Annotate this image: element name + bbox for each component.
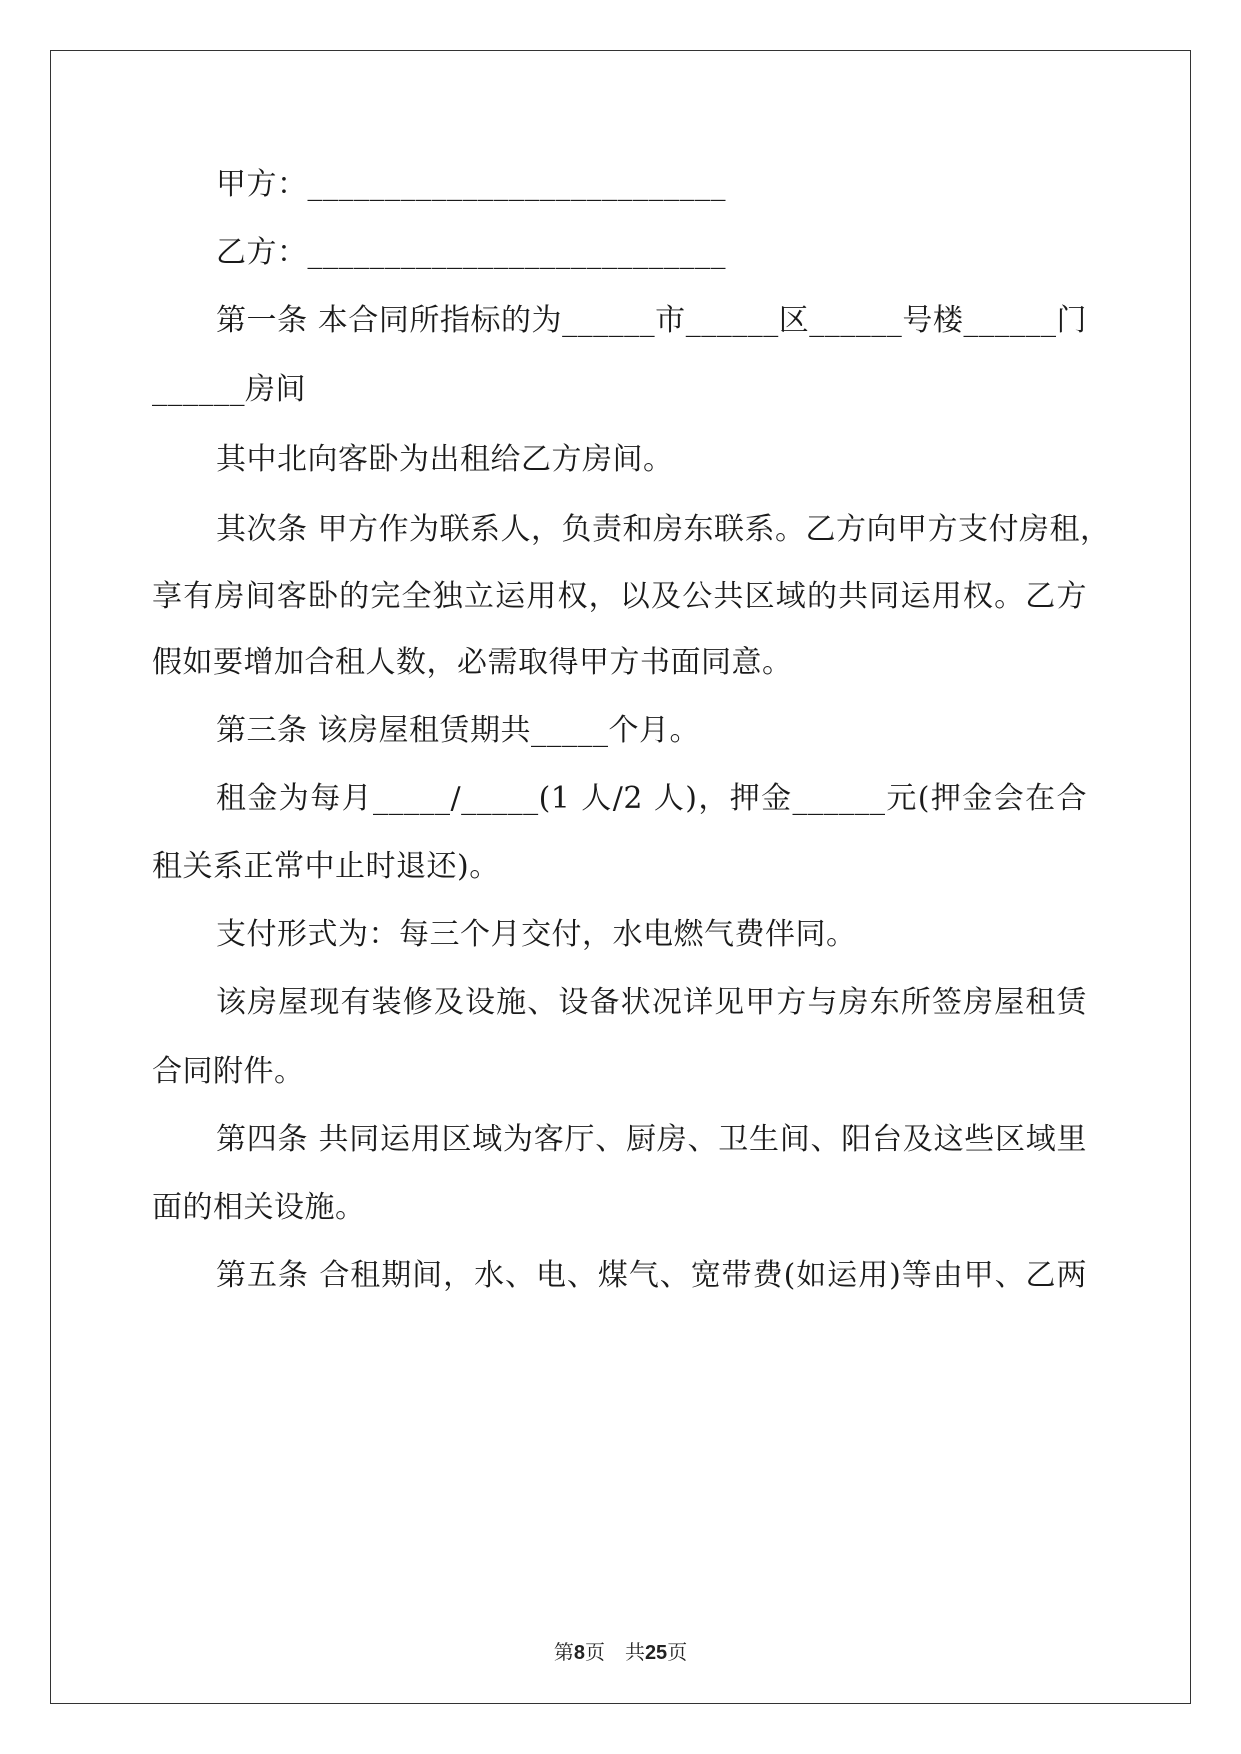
current-page-number: 8 (573, 1642, 585, 1664)
article-1-line-3: 其中北向客卧为出租给乙方房间。 (216, 442, 674, 477)
rent-line-2: 租关系正常中止时退还)。 (152, 849, 500, 884)
article-3-line-1: 第三条 该房屋租赁期共_____个月。 (216, 713, 701, 748)
article-5-line-1: 第五条 合租期间，水、电、煤气、宽带费(如运用)等由甲、乙两 (216, 1258, 1087, 1293)
page-footer (0, 1640, 1241, 1665)
payment-line: 支付形式为：每三个月交付，水电燃气费伴同。 (216, 917, 857, 952)
rent-line-1: 租金为每月_____/_____(1 人/2 人)，押金______元(押金会在合 (216, 781, 1087, 816)
total-suffix: 页 (667, 1640, 688, 1664)
article-2-line-2: 享有房间客卧的完全独立运用权，以及公共区域的共同运用权。乙方 (152, 579, 1087, 614)
party-a-line: 甲方：___________________________ (216, 167, 726, 202)
article-1-line-1: 第一条 本合同所指标的为______市______区______号楼______门 (216, 303, 1087, 338)
facilities-line-1: 该房屋现有装修及设施、设备状况详见甲方与房东所签房屋租赁 (216, 985, 1087, 1020)
party-b-line: 乙方：___________________________ (216, 235, 726, 270)
article-2-line-1: 其次条 甲方作为联系人，负责和房东联系。乙方向甲方支付房租， (216, 512, 1111, 547)
article-4-line-1: 第四条 共同运用区域为客厅、厨房、卫生间、阳台及这些区域里 (216, 1122, 1087, 1157)
article-2-line-3: 假如要增加合租人数，必需取得甲方书面同意。 (152, 645, 793, 680)
total-prefix: 共 (624, 1640, 645, 1664)
page-suffix: 页 (584, 1640, 605, 1664)
article-4-line-2: 面的相关设施。 (152, 1190, 366, 1225)
total-page-number: 25 (644, 1642, 668, 1664)
facilities-line-2: 合同附件。 (152, 1054, 305, 1089)
article-1-line-2: ______房间 (152, 372, 306, 407)
page-prefix: 第 (553, 1640, 574, 1664)
